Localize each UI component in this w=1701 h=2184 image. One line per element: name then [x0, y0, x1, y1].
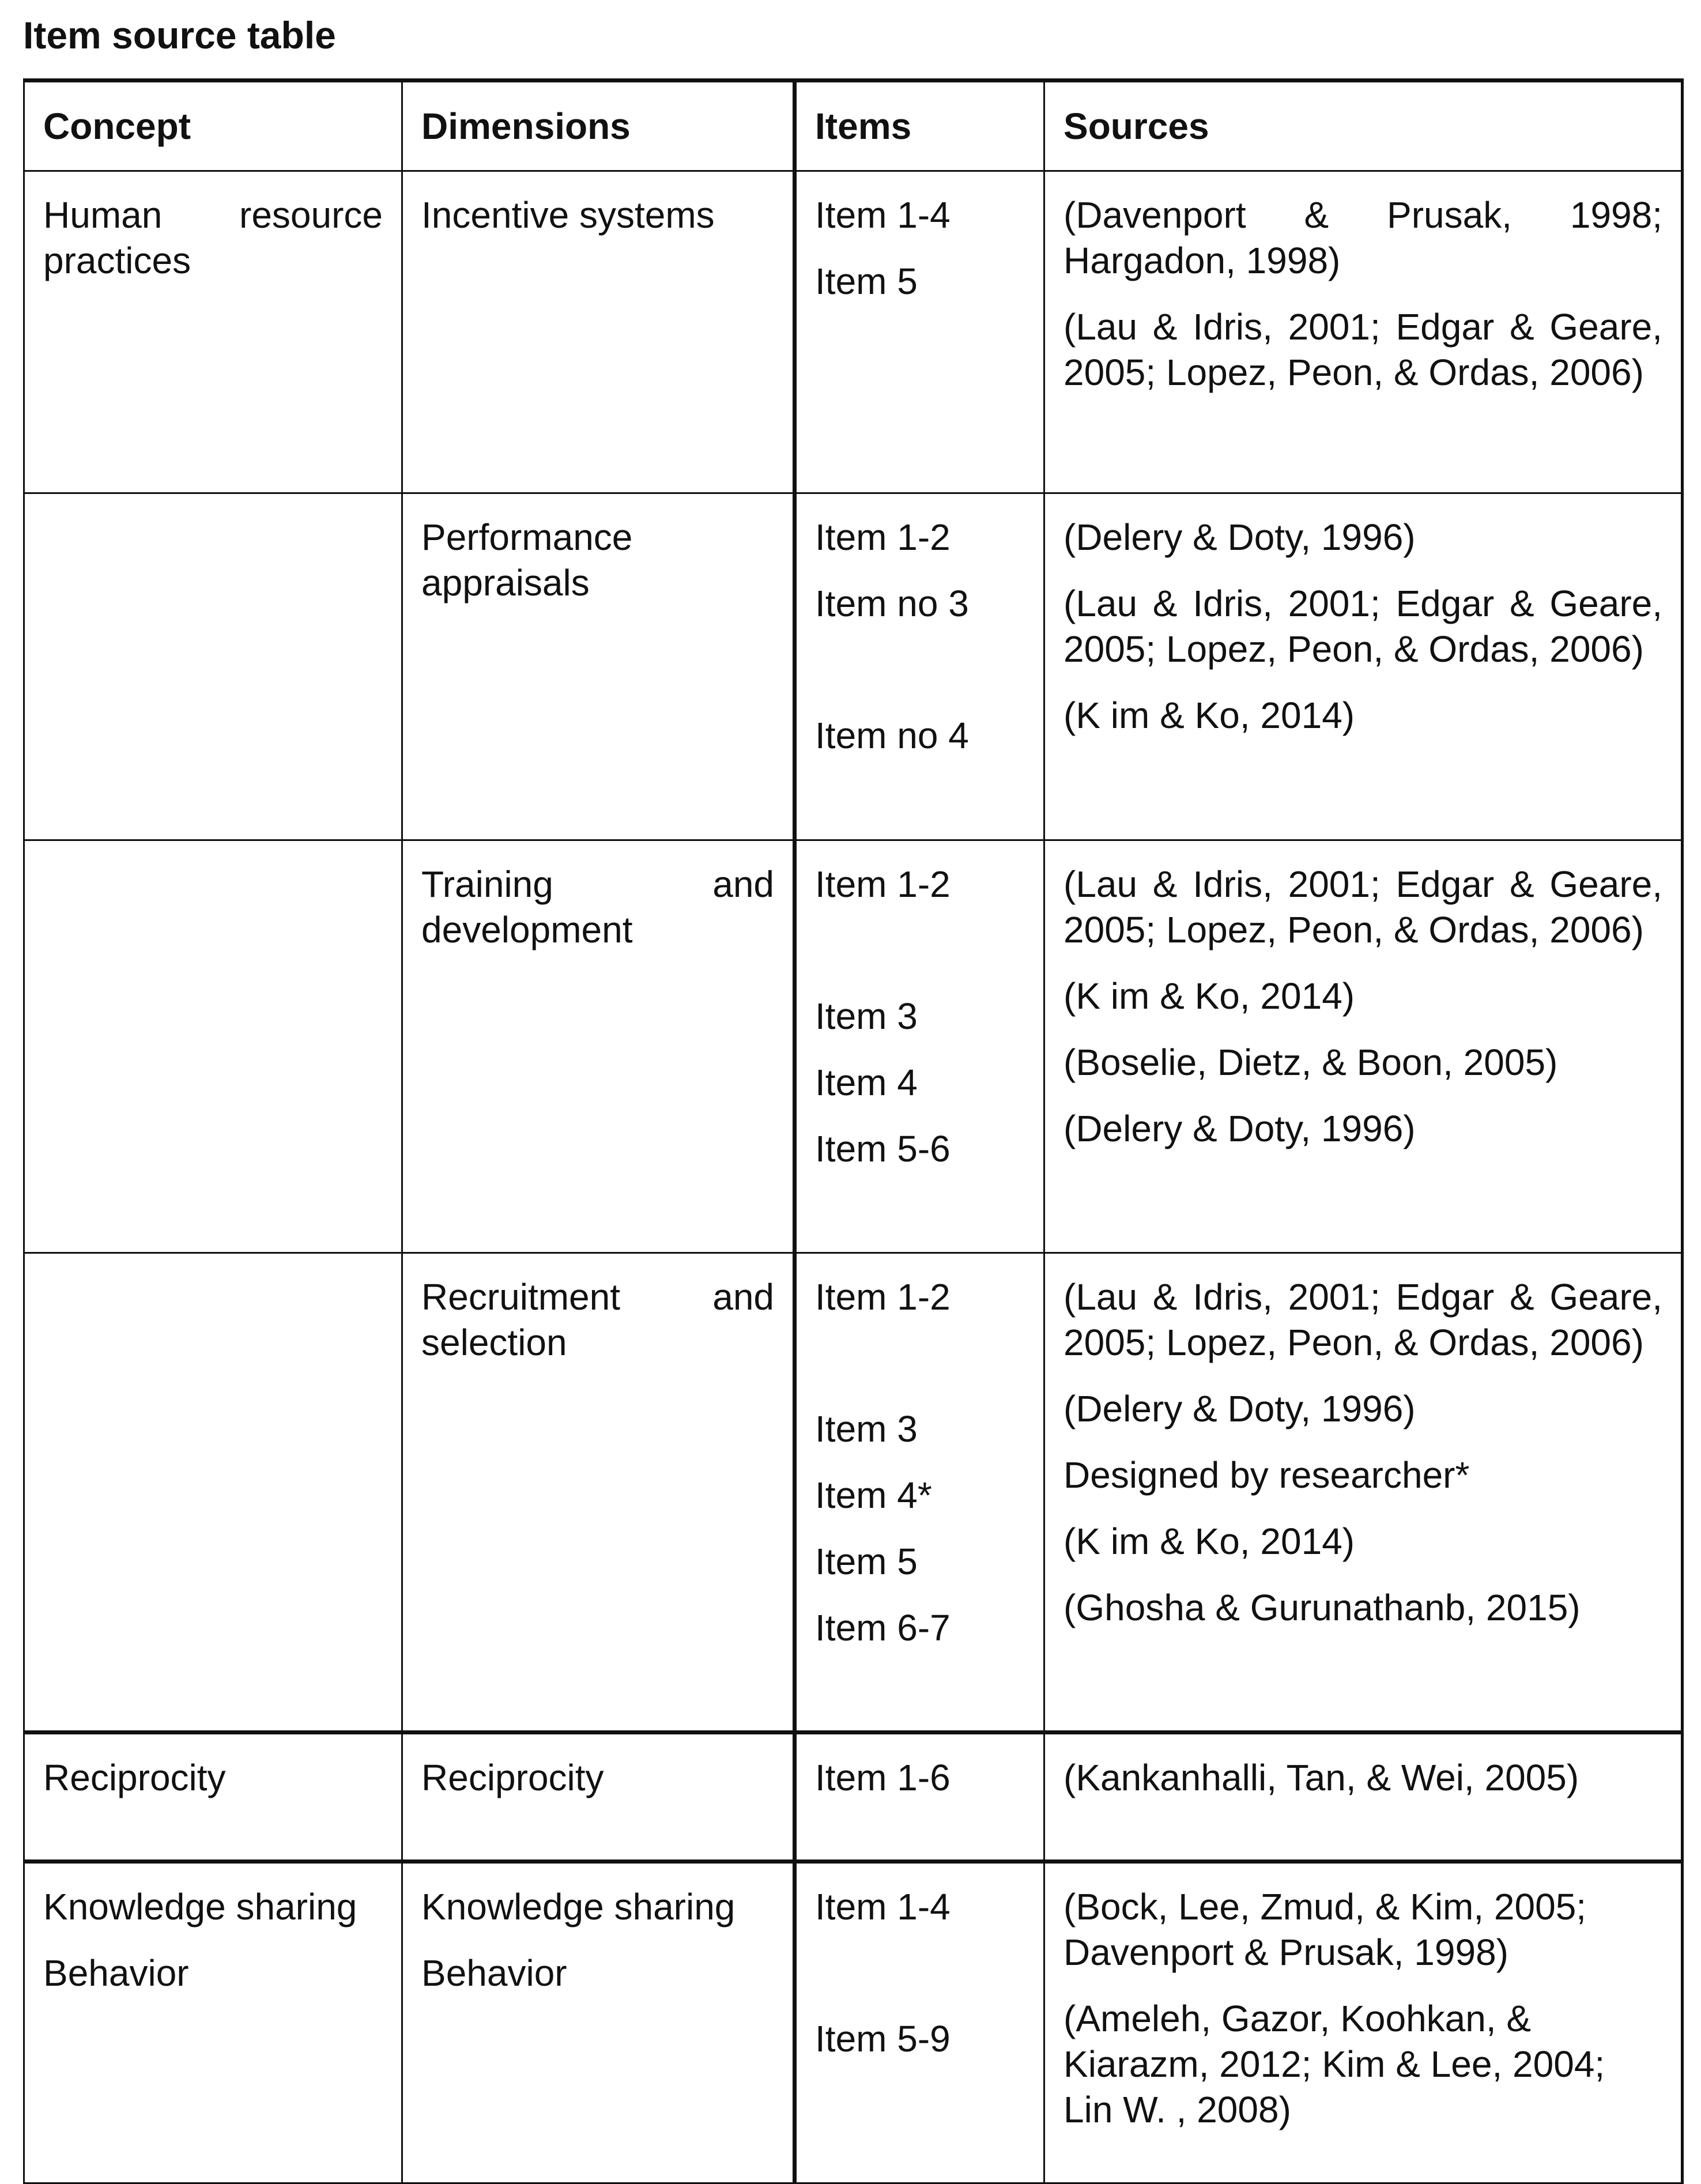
concept-text: Reciprocity	[43, 1757, 226, 1798]
dimension-text: Performance appraisals	[421, 516, 633, 603]
concept-cell	[24, 1862, 402, 2183]
item-label: Item 1-4	[815, 194, 951, 236]
dimension-text: Reciprocity	[421, 1757, 604, 1798]
source-citation: (K im & Ko, 2014)	[1063, 1521, 1355, 1562]
item-source-table	[23, 78, 1684, 2184]
header-concept: Concept	[24, 81, 402, 171]
items-cell	[795, 1253, 1044, 1733]
dimension-cell	[402, 1253, 795, 1733]
source-citation: (Delery & Doty, 1996)	[1063, 516, 1416, 558]
source-citation: (Delery & Doty, 1996)	[1063, 1108, 1416, 1149]
dimension-cell	[402, 1733, 795, 1862]
dimension-text: Incentive systems	[421, 194, 715, 236]
items-cell	[795, 840, 1044, 1253]
table-row	[24, 1733, 1683, 1862]
dimension-cell	[402, 840, 795, 1253]
concept-text: Behavior	[43, 1952, 189, 1994]
source-citation: (Delery & Doty, 1996)	[1063, 1388, 1416, 1429]
item-label: Item 6-7	[815, 1607, 951, 1649]
concept-text: Human	[43, 194, 163, 236]
header-sources: Sources	[1044, 81, 1683, 171]
table-row	[24, 171, 1683, 493]
item-label: Item 1-4	[815, 1886, 951, 1927]
sources-cell	[1044, 1733, 1683, 1862]
concept-text: practices	[43, 240, 191, 281]
table-header-row	[24, 81, 1683, 171]
sources-cell	[1044, 840, 1683, 1253]
sources-cell	[1044, 171, 1683, 493]
items-cell	[795, 171, 1044, 493]
item-label: Item 3	[815, 995, 918, 1037]
table-title: Item source table	[23, 14, 336, 56]
dimension-text: selection	[421, 1322, 567, 1363]
concept-cell	[24, 1253, 402, 1733]
source-citation: (Ghosha & Gurunathanb, 2015)	[1063, 1587, 1581, 1628]
concept-cell	[24, 1733, 402, 1862]
source-citation: (Bock, Lee, Zmud, & Kim, 2005; Davenport & Prusak, 1998)	[1063, 1886, 1587, 1973]
source-citation: (Kankanhalli, Tan, & Wei, 2005)	[1063, 1757, 1579, 1798]
dimension-cell	[402, 493, 795, 840]
concept-text: resource	[239, 194, 383, 236]
source-citation: (Lau & Idris, 2001; Edgar & Geare, 2005; Lopez, Peon, & Ordas, 2006)	[1063, 583, 1662, 670]
table-row	[24, 1253, 1683, 1733]
dimension-cell	[402, 1862, 795, 2183]
item-label: Item 5-9	[815, 2018, 951, 2059]
source-citation: (Lau & Idris, 2001; Edgar & Geare, 2005; Lopez, Peon, & Ordas, 2006)	[1063, 1276, 1662, 1363]
header-items: Items	[795, 81, 1044, 171]
items-cell	[795, 1862, 1044, 2183]
item-label: Item 4*	[815, 1474, 932, 1516]
concept-text: Knowledge sharing	[43, 1886, 357, 1927]
dimension-text: Behavior	[421, 1952, 567, 1994]
item-label: Item 3	[815, 1408, 918, 1450]
source-citation: (Lau & Idris, 2001; Edgar & Geare, 2005; Lopez, Peon, & Ordas, 2006)	[1063, 306, 1662, 393]
dimension-text: Training	[421, 863, 553, 905]
item-label: Item 1-6	[815, 1757, 951, 1798]
concept-cell	[24, 171, 402, 493]
item-label: Item 5-6	[815, 1128, 951, 1170]
item-label: Item no 4	[815, 715, 969, 756]
item-label: Item no 3	[815, 583, 969, 624]
dimension-text: Recruitment	[421, 1276, 620, 1318]
sources-cell	[1044, 493, 1683, 840]
item-label: Item 4	[815, 1062, 918, 1103]
source-citation: (Davenport & Prusak, 1998; Hargadon, 1998)	[1063, 194, 1662, 281]
source-citation: (K im & Ko, 2014)	[1063, 695, 1355, 736]
item-label: Item 5	[815, 261, 918, 302]
table-row	[24, 840, 1683, 1253]
concept-cell	[24, 840, 402, 1253]
dimension-cell	[402, 171, 795, 493]
item-label: Item 1-2	[815, 516, 951, 558]
dimension-text: development	[421, 909, 633, 950]
item-label: Item 1-2	[815, 1276, 951, 1318]
header-dimensions: Dimensions	[402, 81, 795, 171]
dimension-text: and	[712, 863, 774, 905]
source-citation: (K im & Ko, 2014)	[1063, 975, 1355, 1017]
source-citation: (Lau & Idris, 2001; Edgar & Geare, 2005; Lopez, Peon, & Ordas, 2006)	[1063, 863, 1662, 950]
source-citation: Designed by researcher*	[1063, 1454, 1470, 1496]
items-cell	[795, 1733, 1044, 1862]
items-cell	[795, 493, 1044, 840]
table-row	[24, 1862, 1683, 2183]
source-citation: (Boselie, Dietz, & Boon, 2005)	[1063, 1042, 1558, 1083]
table-row	[24, 493, 1683, 840]
item-label: Item 5	[815, 1541, 918, 1582]
dimension-text: and	[712, 1276, 774, 1318]
item-label: Item 1-2	[815, 863, 951, 905]
dimension-text: Knowledge sharing	[421, 1886, 736, 1927]
source-citation: (Ameleh, Gazor, Koohkan, & Kiarazm, 2012; Kim & Lee, 2004; Lin W. , 2008)	[1063, 1998, 1605, 2130]
concept-cell	[24, 493, 402, 840]
sources-cell	[1044, 1253, 1683, 1733]
sources-cell	[1044, 1862, 1683, 2183]
